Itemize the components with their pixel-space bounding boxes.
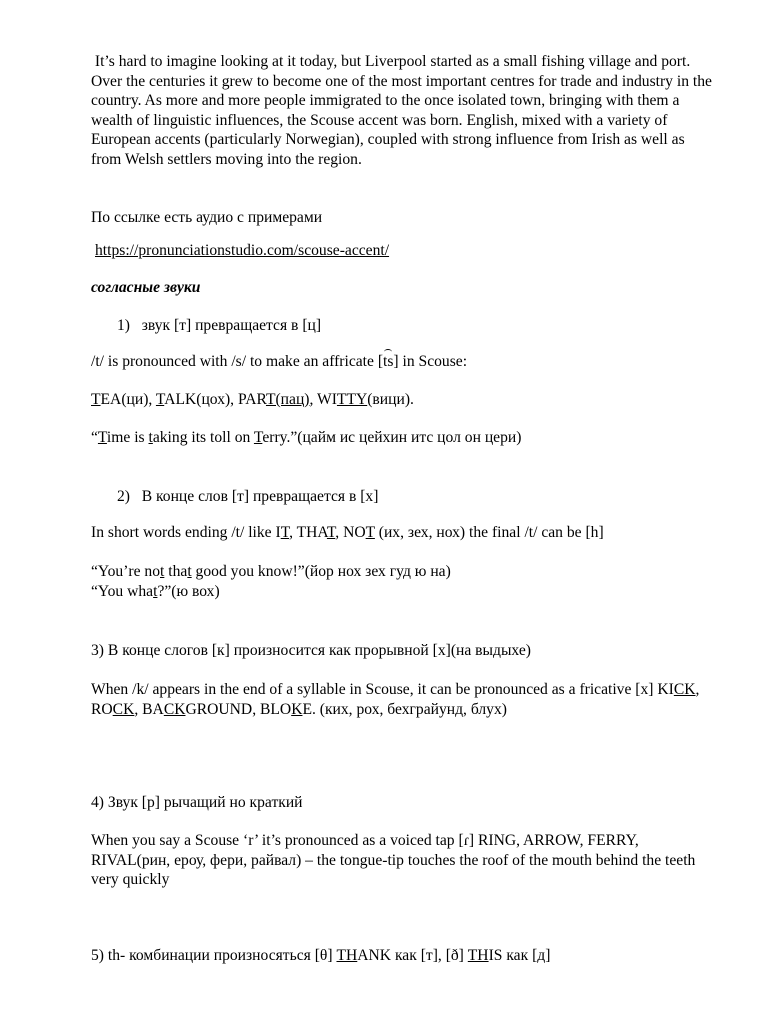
quote-text: ?”(ю вох) [157,583,220,600]
underlined-letter: CK [673,681,696,698]
rule-text: In short words ending /t/ like I [91,524,281,541]
underlined-letter: T [91,391,101,408]
quote-text: aking its toll on [152,429,254,446]
underlined-letter: TH [467,947,489,964]
link-text[interactable]: https://pronunciationstudio.com/scouse-accent/ [95,242,390,259]
section-4-heading: 4) Звук [р] рычащий но краткий [91,794,303,811]
underlined-letter: T [155,391,165,408]
rule-text: , NO [335,524,366,541]
section-5-heading [91,946,731,966]
scouse-accent-link[interactable] [95,241,735,261]
section-2-number: 2) [117,488,130,505]
body-text: GROUND, BLO [185,700,292,718]
section-1-quote [91,428,731,448]
example-text: ALK(цох), PAR [164,391,266,408]
rule-text: /t/ is pronounced with /s/ to make an affricate [ [91,353,384,370]
body-text: E. (ких, рох, бехграйунд, блух) [302,700,507,718]
section-1-heading [117,316,757,336]
example-text: , WI [309,391,337,408]
section-1-examples [91,390,731,410]
rule-text: , THA [289,524,327,541]
underlined-letter: CK [112,700,135,718]
rule-text: ] in Scouse: [393,353,468,370]
body-text: , RO [91,681,700,718]
section-1-number: 1) [117,317,130,334]
underlined-letter: t [148,429,153,446]
underlined-letter: t [160,563,165,580]
underlined-letter: t [187,563,192,580]
section-2-title: В конце слов [т] превращается в [х] [141,488,379,505]
underlined-letter: T [253,429,263,446]
underlined-letter: K [291,700,303,718]
audio-note: По ссылке есть аудио с примерами [91,209,323,226]
section-1-title: звук [т] превращается в [ц] [141,317,322,334]
underlined-letter: t [153,583,158,600]
section-2-quote-2 [91,582,731,602]
section-2-quote-1 [91,562,731,582]
quote-text: erry.”(цайм ис цейхин итс цол он цери) [262,429,522,446]
quote-text: “You wha [91,583,154,600]
quote-text: ime is [106,429,149,446]
body-text: When /k/ appears in the end of a syllable in Scouse, it can be pronounced as a fricative [x] KI [91,681,674,698]
intro-text: It’s hard to imagine looking at it today, but Liverpool started as a small fishing village and port. Over the centuries it grew to become one of the most important centres for trade and industry in the country. As more and more people immigrated to the once isolated town, bringing with them a wealth of linguistic influences, the Scouse accent was born. English, mixed with a variety of European accents (particularly Norwegian), coupled with strong influence from Irish as well as from Welsh settlers moving into the region. [91,53,712,168]
underlined-letter: T [97,429,107,446]
underlined-letter: TTY [336,391,368,408]
example-text: EA(ци), [100,391,156,408]
quote-mark: “ [91,429,98,446]
quote-text: tha [164,563,188,580]
quote-text: good you know!”(йор нох зех гуд ю на) [191,563,451,580]
example-text: (вици). [367,391,414,408]
section-2-heading [117,487,757,507]
underlined-letter: T(пац) [265,391,310,408]
rule-text: (их, зех, нох) the final /t/ can be [h] [374,524,604,541]
underlined-letter: T [280,524,290,541]
quote-text: “You’re no [91,563,161,580]
heading-text: ANK как [т], [ð] [357,947,468,964]
underlined-letter: TH [336,947,358,964]
section-4-body: When you say a Scouse ‘r’ it’s pronounced as a voiced tap [ɾ] RING, ARROW, FERRY, RIVAL(рин, ероу, фери, райвал) – the tongue-tip touches the roof of the mouth behind the teeth very quickly [91,832,696,888]
heading-text: IS как [д] [488,947,551,964]
underlined-letter: T [326,524,336,541]
intro-paragraph [91,52,716,169]
heading-text: 5) th- комбинации произносяться [θ] [91,947,337,964]
section-2-rule [91,523,731,543]
underlined-letter: T [365,524,375,541]
body-text: , BA [134,700,164,718]
section-3-body [91,680,716,719]
affricate-symbol: ts [383,353,394,370]
section-1-rule [91,352,731,372]
section-3-heading: 3) В конце слогов [к] произносится как прорывной [х](на выдыхе) [91,642,531,659]
consonants-heading: согласные звуки [91,279,201,296]
underlined-letter: CK [163,700,186,718]
